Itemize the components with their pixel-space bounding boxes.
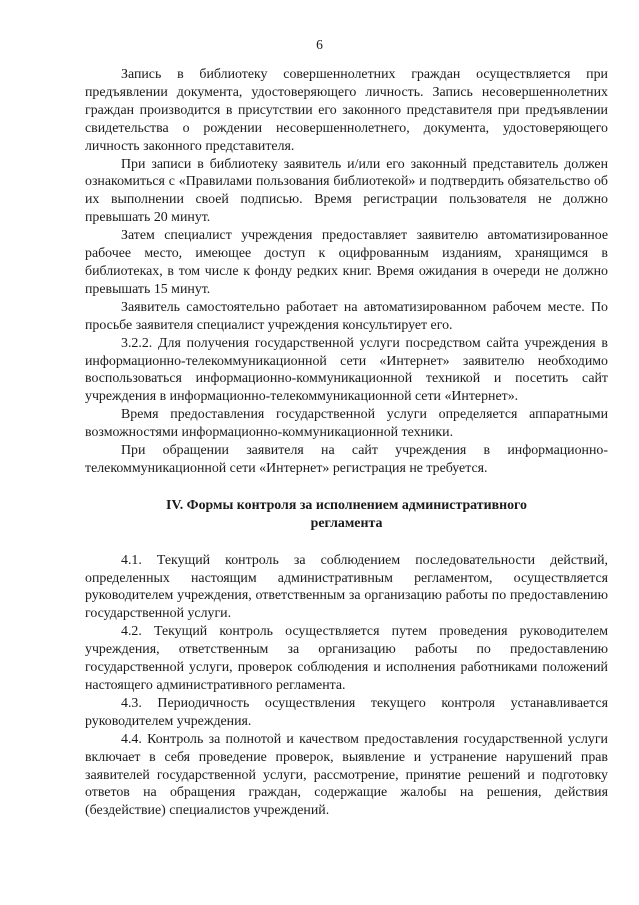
paragraph: При обращении заявителя на сайт учреждения в информационно-телекоммуникационной сети «Интернет» регистрация не требуется. (85, 443, 608, 476)
paragraph: 4.3. Периодичность осуществления текущего контроля устанавливается руководителем учреждения. (85, 695, 608, 729)
paragraph: Время предоставления государственной услуги определяется аппаратными возможностями информационно-коммуникационной техники. (85, 407, 608, 441)
section-heading (85, 497, 608, 533)
paragraph: Заявитель самостоятельно работает на автоматизированном рабочем месте. По просьбе заявителя специалист учреждения консультирует его. (85, 299, 608, 333)
page-number: 6 (316, 37, 323, 52)
paragraph: При записи в библиотеку заявитель и/или его законный представитель должен ознакомиться с «Правилами пользования библиотекой» и подтвердить обязательство об их выполнении своей подписью. Время регистрации пользователя не должно превышать 20 минут. (85, 156, 608, 226)
document-body (85, 66, 608, 820)
section-heading-line: IV. Формы контроля за исполнением административного (166, 497, 527, 513)
paragraph: Затем специалист учреждения предоставляет заявителю автоматизированное рабочее место, имеющее доступ к оцифрованным изданиям, хранящимся в библиотеках, в том числе к фонду редких книг. Время ожидания в очереди не должно превышать 15 минут. (85, 228, 608, 297)
section-heading-line: регламента (310, 515, 383, 531)
paragraph: 4.2. Текущий контроль осуществляется путем проведения руководителем учреждения, ответственным за организацию работы по предоставлению государственной услуги, проверок соблюдения и исполнения работниками положений настоящего административного регламента. (85, 624, 608, 693)
paragraph: Запись в библиотеку совершеннолетних граждан осуществляется при предъявлении документа, удостоверяющего личность. Запись несовершеннолетних граждан производится в присутствии его законного представителя при предъявлении свидетельства о рождении несовершеннолетнего, документа, удостоверяющего личность законного представителя. (85, 67, 608, 154)
paragraph: 4.4. Контроль за полнотой и качеством предоставления государственной услуги включает в себя проведение проверок, выявление и устранение нарушений прав заявителей государственной услуги, рассмотрение, принятие решений и подготовку ответов на обращения граждан, содержащие жалобы на решения, действия (бездействие) специалистов учреждений. (85, 731, 608, 819)
paragraph: 3.2.2. Для получения государственной услуги посредством сайта учреждения в информационно-телекоммуникационной сети «Интернет» заявителю необходимо воспользоваться информационно-коммуникационной техникой и посетить сайт учреждения в информационно-телекоммуникационной сети «Интернет». (85, 335, 608, 405)
paragraph: 4.1. Текущий контроль за соблюдением последовательности действий, определенных настоящим административным регламентом, осуществляется руководителем учреждения, ответственным за организацию работы по предоставлению государственной услуги. (85, 552, 608, 622)
